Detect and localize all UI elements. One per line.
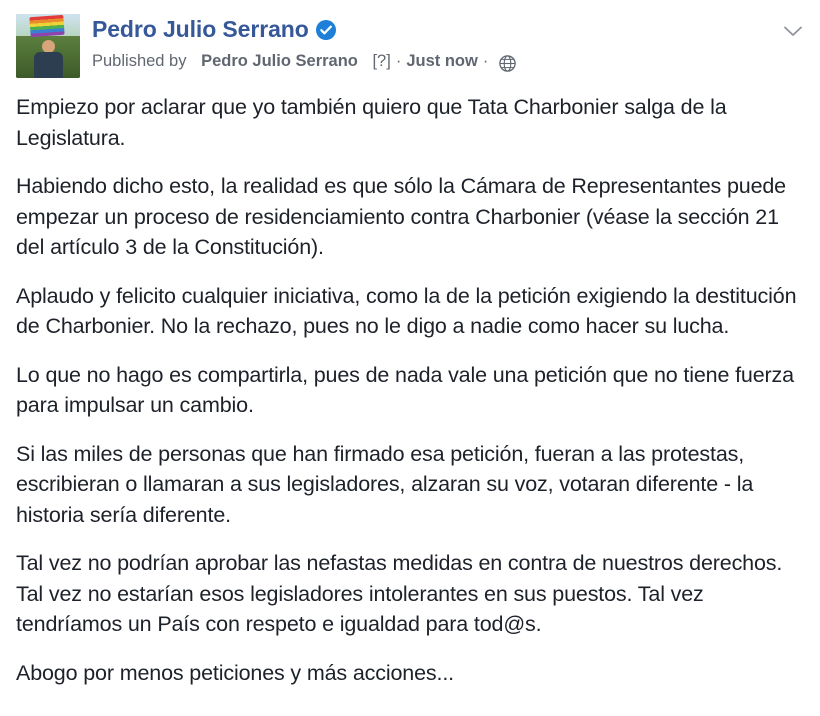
post-paragraph: Habiendo dicho esto, la realidad es que sólo la Cámara de Representantes puede empezar un proceso de residenciamiento contra Charbonier (véase la sección 21 del artículo 3 de la Constitución). bbox=[16, 174, 786, 260]
globe-icon[interactable] bbox=[499, 55, 516, 72]
post-paragraph: Si las miles de personas que han firmado esa petición, fueran a las protestas, escribieran o llamaran a sus legisladores, alzaran su voz, votaran diferente - la historia sería diferente. bbox=[16, 441, 754, 527]
published-by-label: Published by bbox=[92, 52, 187, 70]
post-paragraph: Aplaudo y felicito cualquier iniciativa, como la de la petición exigiendo la destitución de Charbonier. No la rechazo, pues no le digo a nadie como hacer su lucha. bbox=[16, 283, 797, 339]
avatar-person-body bbox=[34, 52, 63, 78]
publisher-name[interactable]: Pedro Julio Serrano bbox=[201, 52, 358, 70]
author-name-link[interactable]: Pedro Julio Serrano bbox=[92, 16, 309, 42]
post-paragraph: Lo que no hago es compartirla, pues de nada vale una petición que no tiene fuerza para impulsar un cambio. bbox=[16, 362, 794, 418]
meta-separator-1: · bbox=[395, 52, 402, 70]
publisher-bracket: [?] bbox=[372, 52, 391, 70]
avatar[interactable] bbox=[16, 14, 80, 78]
post-meta bbox=[92, 51, 804, 72]
post-body bbox=[0, 84, 820, 688]
post-paragraph: Tal vez no podrían aprobar las nefastas medidas en contra de nuestros derechos. Tal vez no estarían esos legisladores intolerantes en sus puestos. Tal vez tendríamos un País con respeto e igualdad para tod@s. bbox=[16, 551, 783, 637]
post-timestamp[interactable]: Just now bbox=[406, 52, 478, 70]
rainbow-flag-icon bbox=[29, 15, 64, 37]
post-header bbox=[0, 0, 820, 84]
post-options-chevron-down-icon[interactable] bbox=[780, 18, 806, 44]
meta-separator-2: · bbox=[482, 52, 489, 70]
post-header-text bbox=[92, 14, 804, 72]
post-paragraph: Abogo por menos peticiones y más acciones... bbox=[16, 660, 454, 685]
author-name-row bbox=[92, 18, 804, 41]
verified-badge-icon bbox=[316, 20, 336, 40]
post-paragraph: Empiezo por aclarar que yo también quiero que Tata Charbonier salga de la Legislatura. bbox=[16, 95, 727, 150]
